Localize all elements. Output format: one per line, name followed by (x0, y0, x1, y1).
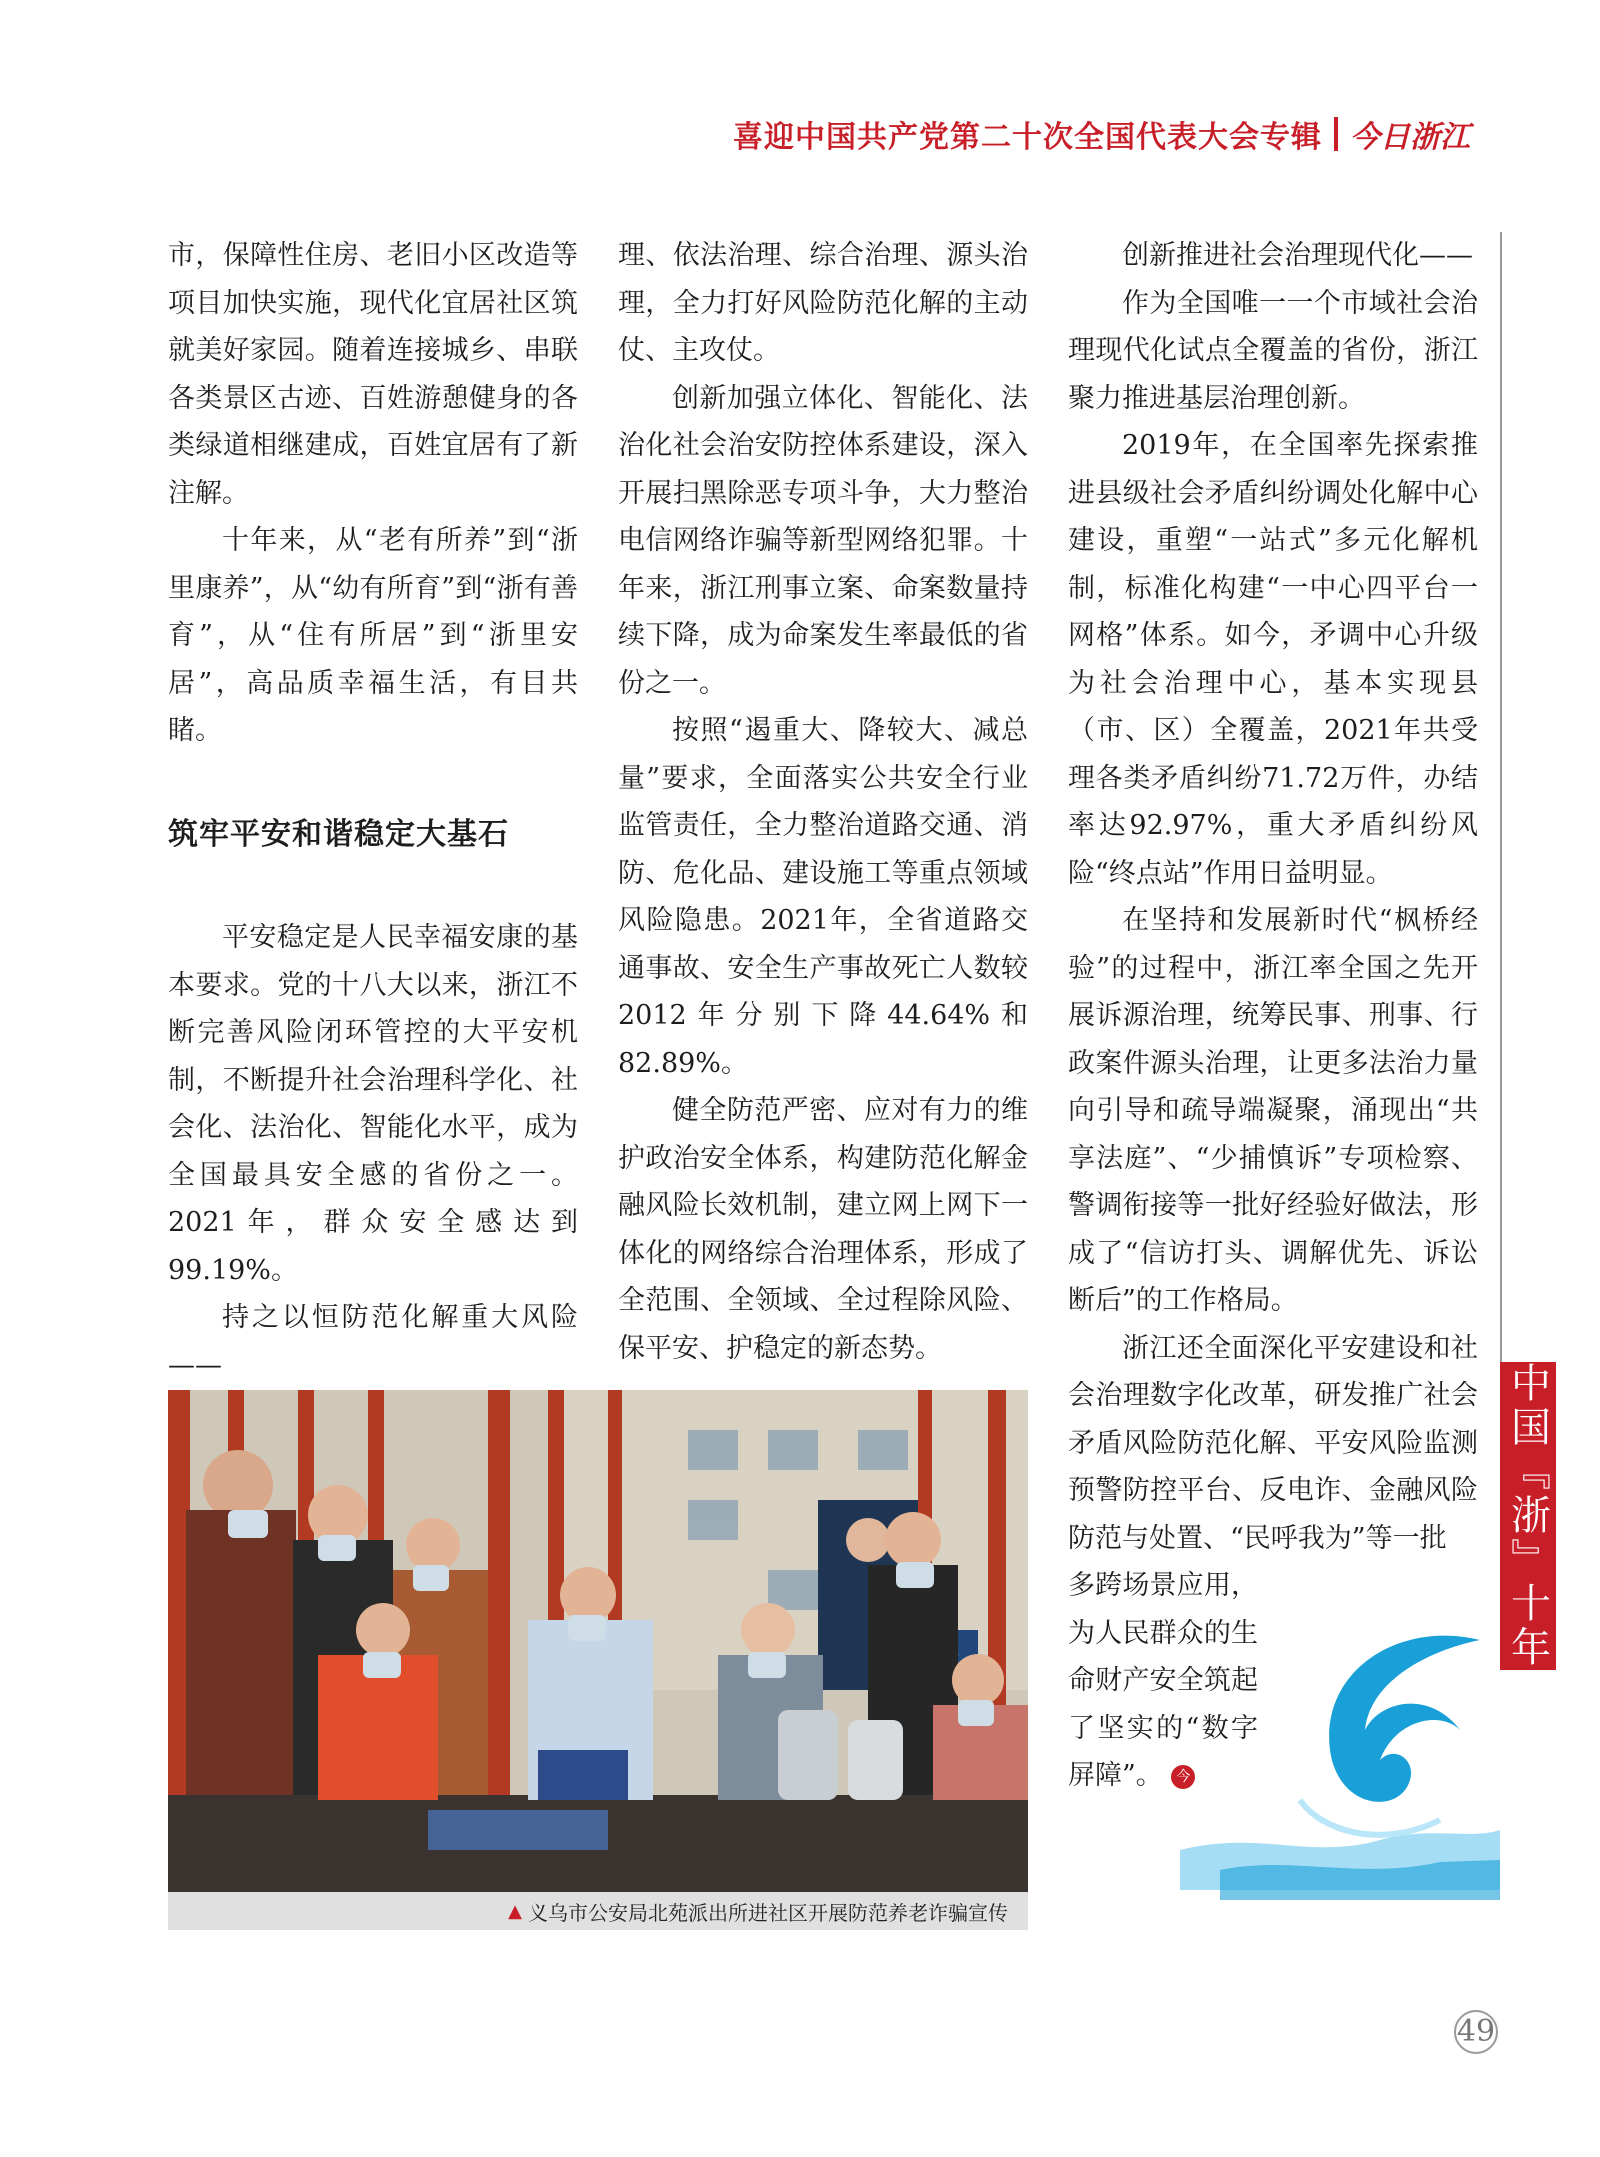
paragraph: 按照“遏重大、降较大、减总量”要求，全面落实公共安全行业监管责任，全力整治道路交通、消防、危化品、建设施工等重点领域风险隐患。2021年，全省道路交通事故、安全生产事故死亡人数较2012年分别下降44.64%和82.89%。 (618, 715, 1028, 1079)
paragraph: 健全防范严密、应对有力的维护政治安全体系，构建防范化解金融风险长效机制，建立网上网下一体化的网络综合治理体系，形成了全范围、全领域、全过程除风险、保平安、护稳定的新态势。 (618, 1095, 1028, 1364)
column-rule (1500, 232, 1502, 1362)
end-mark-icon: 今 (1171, 1765, 1195, 1789)
header-title: 喜迎中国共产党第二十次全国代表大会专辑 (733, 120, 1322, 155)
news-photo (168, 1390, 1028, 1930)
paragraph: 平安稳定是人民幸福安康的基本要求。党的十八大以来，浙江不断完善风险闭环管控的大平安机制，不断提升社会治理科学化、社会化、法治化、智能化水平，成为全国最具安全感的省份之一。2021年，群众安全感达到99.19%。 (168, 922, 578, 1286)
paragraph: 市，保障性住房、老旧小区改造等项目加快实施，现代化宜居社区筑就美好家园。随着连接城乡、串联各类景区古迹、百姓游憩健身的各类绿道相继建成，百姓宜居有了新注解。 (168, 240, 578, 509)
paragraph: 创新加强立体化、智能化、法治化社会治安防控体系建设，深入开展扫黑除恶专项斗争，大力整治电信网络诈骗等新型网络犯罪。十年来，浙江刑事立案、命案数量持续下降，成为命案发生率最低的省份之一。 (618, 382, 1028, 699)
column-2 (618, 232, 1028, 1372)
caption-text: 义乌市公安局北苑派出所进社区开展防范养老诈骗宣传 (528, 1900, 1008, 1925)
column-1 (168, 232, 578, 1484)
column-3 (1068, 232, 1478, 1800)
section-heading: 筑牢平安和谐稳定大基石 (168, 816, 509, 852)
paragraph: 在坚持和发展新时代“枫桥经验”的过程中，浙江率全国之先开展诉源治理，统筹民事、刑事、行政案件源头治理，让更多法治力量向引导和疏导端凝聚，涌现出“共享法庭”、“少捕慎诉”专项检察、警调衔接等一批好经验好做法，形成了“信访打头、调解优先、诉讼断后”的工作格局。 (1068, 905, 1478, 1316)
paragraph: 作为全国唯一一个市域社会治理现代化试点全覆盖的省份，浙江聚力推进基层治理创新。 (1068, 287, 1478, 414)
section-side-tab (1500, 1362, 1556, 1670)
magazine-logo: 今日浙江 (1350, 120, 1470, 155)
page-number: 49 (1454, 2010, 1498, 2054)
paragraph: 十年来，从“老有所养”到“浙里康养”，从“幼有所育”到“浙有善育”，从“住有所居”到“浙里安居”，高品质幸福生活，有目共睹。 (168, 525, 578, 746)
paragraph: 持之以恒防范化解重大风险—— (168, 1302, 578, 1381)
side-tab-label: 中国『浙』十年 (1504, 1362, 1551, 1670)
header-divider (1334, 117, 1338, 151)
paragraph: 2019年，在全国率先探索推进县级社会矛盾纠纷调处化解中心建设，重塑“一站式”多元化解机制，标准化构建“一中心四平台一网格”体系。如今，矛调中心升级为社会治理中心，基本实现县（市、区）全覆盖，2021年共受理各类矛盾纠纷71.72万件，办结率达92.97%，重大矛盾纠纷风险“终点站”作用日益明显。 (1068, 430, 1478, 889)
paragraph: 浙江还全面深化平安建设和社会治理数字化改革，研发推广社会矛盾风险防范化解、平安风险监测预警防控平台、反电诈、金融风险防范与处置、“民呼我为”等一批 (1068, 1332, 1478, 1554)
page-header (733, 112, 1470, 156)
closing-text: 多跨场景应用，为人民群众的生命财产安全筑起了坚实的“数字屏障”。 (1068, 1570, 1258, 1791)
photo-caption (168, 1892, 1028, 1930)
paragraph: 创新推进社会治理现代化—— (1122, 240, 1473, 271)
paragraph: 理、依法治理、综合治理、源头治理，全力打好风险防范化解的主动仗、主攻仗。 (618, 240, 1028, 366)
wave-decoration-icon (1180, 1600, 1500, 1900)
photo-illustration (168, 1390, 1028, 1930)
caption-triangle-icon: ▲ (508, 1900, 522, 1922)
